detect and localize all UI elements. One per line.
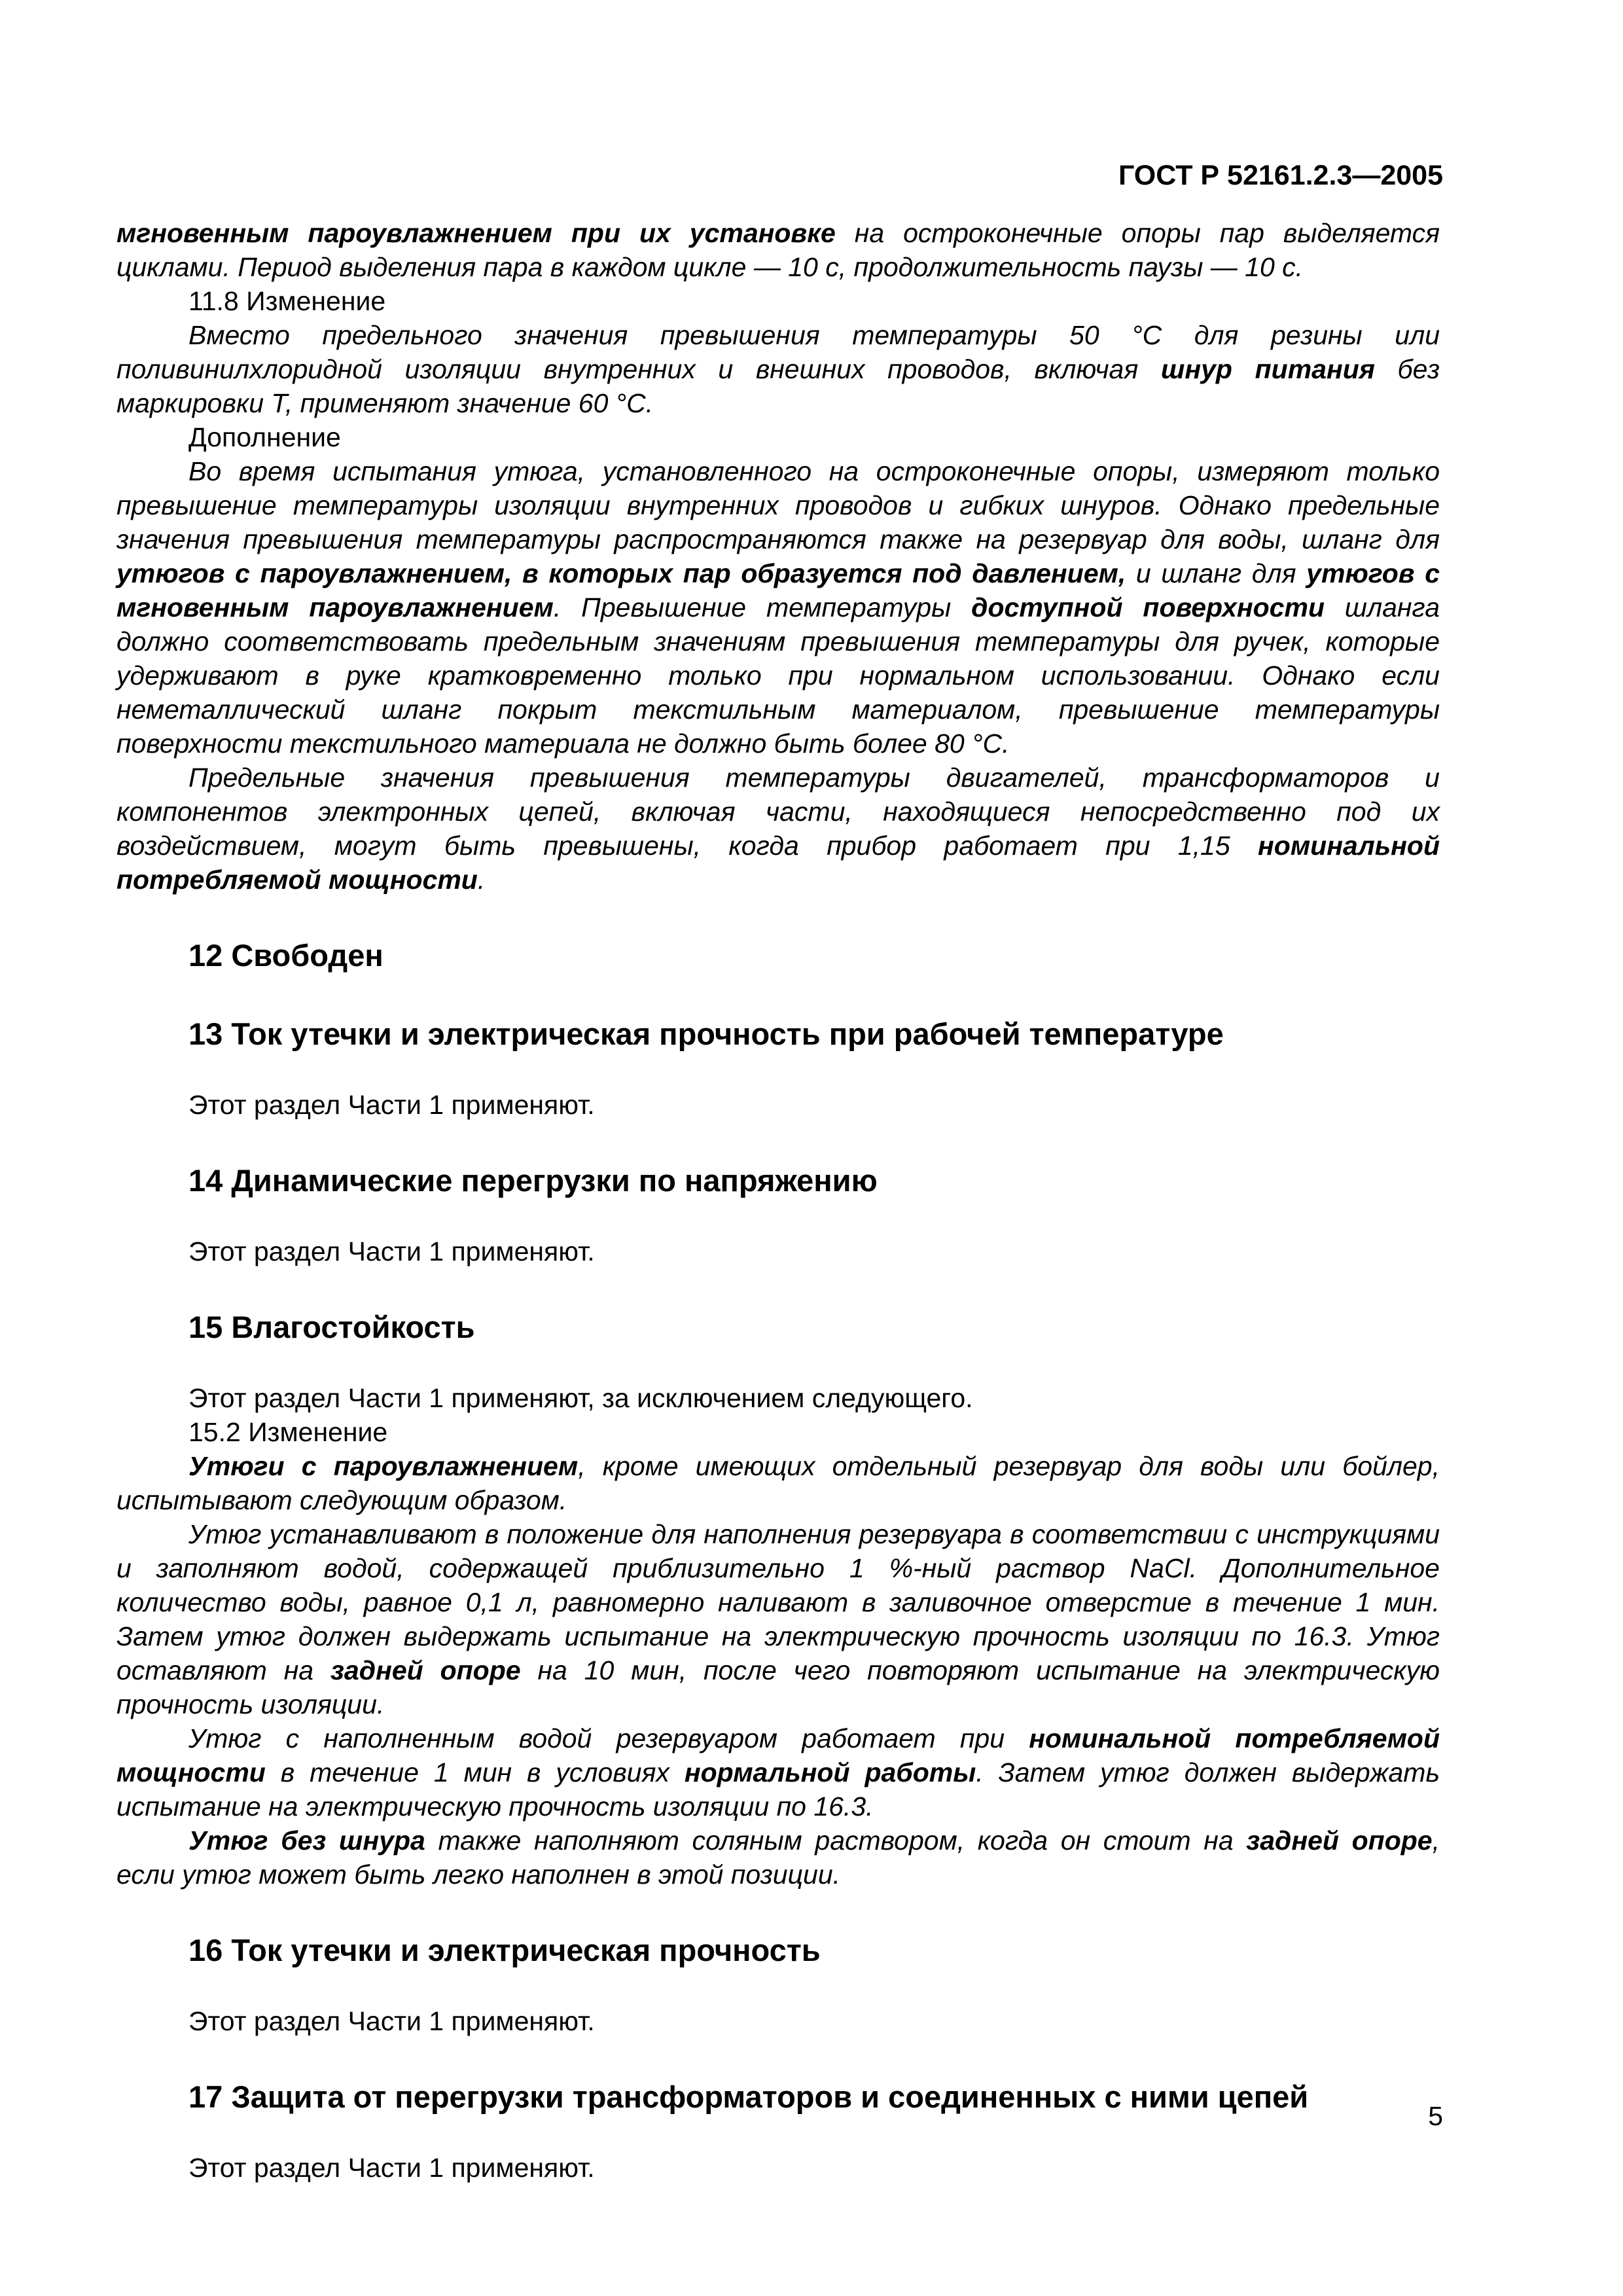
clause-15-2-paragraph-4: Утюг без шнура также наполняют соляным раствором, когда он стоит на задней опоре, если утюг может быть легко наполнен в этой позиции. [116,1825,1440,1890]
bold-term: доступной поверхности [971,592,1325,622]
document-code: ГОСТ Р 52161.2.3—2005 [1118,160,1443,191]
addition-paragraph-2: Предельные значения превышения температуры двигателей, трансформаторов и компонентов электронных цепей, включая части, находящиеся непосредственно под их воздействием, могут быть превышены, когда прибор работает при 1,15 номинальной потребляемой мощности. [116,762,1440,895]
section-17-heading: 17 Защита от перегрузки трансформаторов и соединенных с ними цепей [188,2079,1309,2114]
bold-term: Утюг без шнура [188,1825,425,1856]
bold-term: утюгов с пароувлажнением, в которых пар образуется под давлением, [116,558,1126,588]
clause-15-2-paragraph-3: Утюг с наполненным водой резервуаром работает при номинальной потребляемой мощности в течение 1 мин в условиях нормальной работы. Затем утюг должен выдержать испытание на электрическую прочность изоляции по 16.3. [116,1723,1440,1821]
bold-term: шнур питания [1160,354,1375,384]
clause-15-2-paragraph-2: Утюг устанавливают в положение для наполнения резервуара в соответствии с инструкциями и заполняют водой, содержащей приблизительно 1 %-ный раствор NaCl. Дополнительное количество воды, равное 0,1 л, равномерно наливают в заливочное отверстие в течение 1 мин. Затем утюг должен выдержать испытание на электрическую прочность изоляции по 16.3. Утюг оставляют на задней опоре на 10 мин, после чего повторяют испытание на электрическую прочность изоляции. [116,1519,1440,1719]
section-15-text: Этот раздел Части 1 применяют, за исключением следующего. [188,1383,973,1413]
page-body [116,216,1440,2185]
section-15-heading: 15 Влагостойкость [188,1310,475,1344]
bold-term: задней опоре [330,1655,521,1685]
bold-term: утюгов с мгновенным пароувлажнением [116,558,1440,622]
clause-11-8-text: Вместо предельного значения превышения температуры 50 °С для резины или поливинилхлоридной изоляции внутренних и внешних проводов, включая шнур питания без маркировки Т, применяют значение 60 °С. [116,320,1440,418]
bold-term: Утюги с пароувлажнением [188,1451,579,1481]
section-14-text: Этот раздел Части 1 применяют. [188,1236,595,1266]
section-16-text: Этот раздел Части 1 применяют. [188,2006,595,2036]
continued-paragraph: мгновенным пароувлажнением при их установке на остроконечные опоры пар выделяется циклами. Период выделения пара в каждом цикле — 10 с, продолжительность паузы — 10 с. [116,218,1440,282]
addition-label: Дополнение [188,422,341,452]
section-14-heading: 14 Динамические перегрузки по напряжению [188,1163,878,1198]
page-number: 5 [1428,2101,1443,2131]
addition-paragraph-1: Во время испытания утюга, установленного на остроконечные опоры, измеряют только превышение температуры изоляции внутренних проводов и гибких шнуров. Однако предельные значения превышения температуры распространяются также на резервуар для воды, шланг для утюгов с пароувлажнением, в которых пар образуется под давлением, и шланг для утюгов с мгновенным пароувлажнением. Превышение температуры доступной поверхности шланга должно соответствовать предельным значениям превышения температуры для ручек, которые удерживают в руке кратковременно только при нормальном использовании. Однако если неметаллический шланг покрыт текстильным материалом, превышение температуры поверхности текстильного материала не должно быть более 80 °С. [116,456,1440,759]
clause-15-2-paragraph-1: Утюги с пароувлажнением, кроме имеющих отдельный резервуар для воды или бойлер, испытывают следующим образом. [116,1451,1440,1515]
section-13-heading: 13 Ток утечки и электрическая прочность при рабочей температуре [188,1016,1224,1051]
bold-term: мгновенным пароувлажнением при их установке [116,218,836,248]
section-13-text: Этот раздел Части 1 применяют. [188,1090,595,1120]
bold-term: номинальной потребляемой мощности [116,831,1440,895]
bold-term: номинальной потребляемой мощности [116,1723,1440,1787]
clause-15-2-label: 15.2 Изменение [188,1417,388,1447]
bold-term: задней опоре [1246,1825,1433,1856]
section-12-heading: 12 Свободен [188,938,383,973]
section-16-heading: 16 Ток утечки и электрическая прочность [188,1933,821,1967]
bold-term: нормальной работы [684,1757,976,1787]
clause-11-8-label: 11.8 Изменение [188,286,386,316]
section-17-text: Этот раздел Части 1 применяют. [188,2153,595,2183]
